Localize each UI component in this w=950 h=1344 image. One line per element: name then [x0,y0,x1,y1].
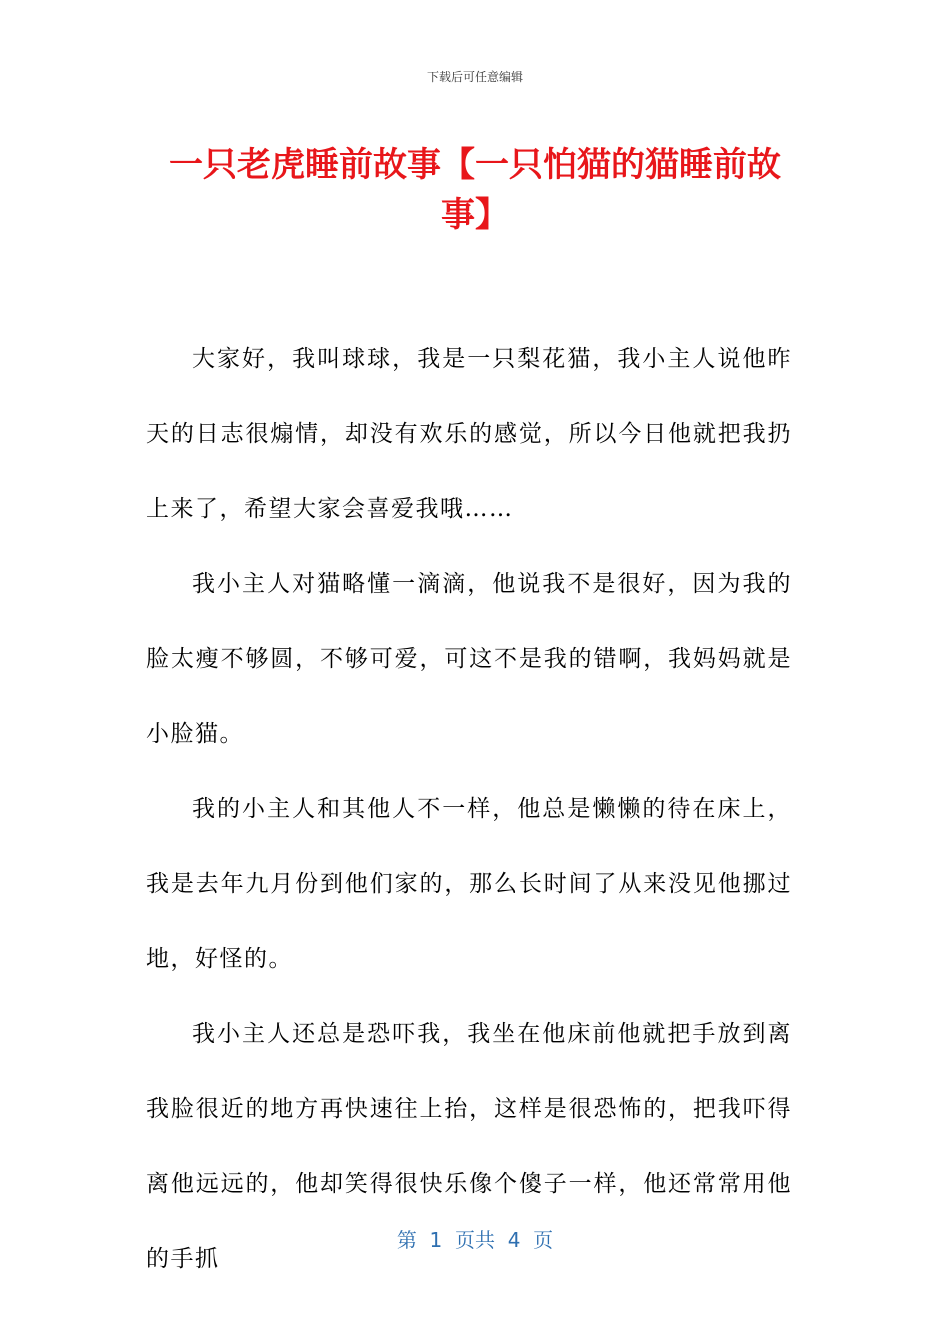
paragraph: 我小主人对猫略懂一滴滴，他说我不是很好，因为我的脸太瘦不够圆，不够可爱，可这不是我的错啊，我妈妈就是小脸猫。 [146,571,792,747]
document-body [146,322,792,1297]
document-title: 一只老虎睡前故事【一只怕猫的猫睡前故事】 [169,145,781,235]
header-note: 下载后可任意编辑 [426,70,523,84]
paragraph: 我的小主人和其他人不一样，他总是懒懒的待在床上，我是去年九月份到他们家的，那么长时间了从来没见他挪过地，好怪的。 [146,796,792,972]
page-number: 第 1 页共 4 页 [396,1228,554,1252]
paragraph: 我小主人还总是恐吓我，我坐在他床前他就把手放到离我脸很近的地方再快速往上抬，这样是很恐怖的，把我吓得离他远远的，他却笑得很快乐像个傻子一样，他还常常用他的手抓 [146,1021,792,1272]
paragraph: 大家好，我叫球球，我是一只梨花猫，我小主人说他昨天的日志很煽情，却没有欢乐的感觉，所以今日他就把我扔上来了，希望大家会喜爱我哦…… [146,346,792,522]
